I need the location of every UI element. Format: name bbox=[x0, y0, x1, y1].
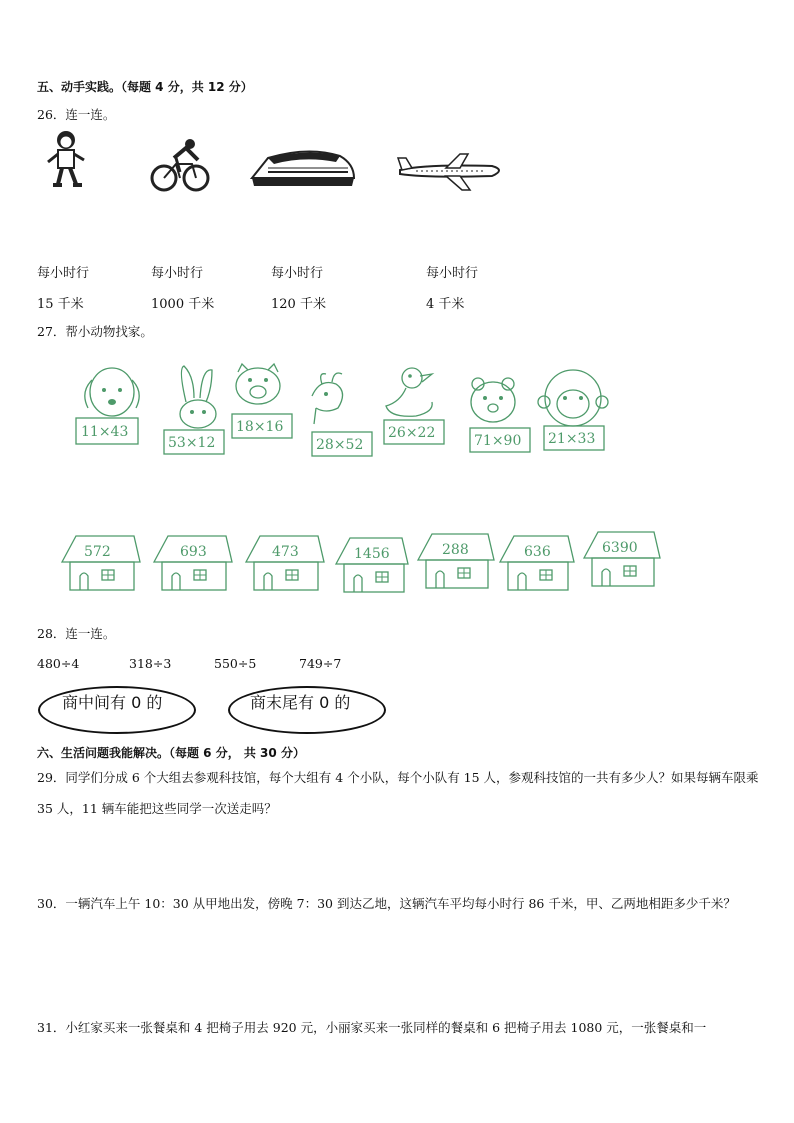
animal-expr: 21×33 bbox=[548, 431, 596, 447]
question-29: 29．同学们分成 6 个大组去参观科技馆，每个大组有 4 个小队，每个小队有 15 人，参观科技馆的一共有多少人？如果每辆车限乘 35 人，11 辆车能把这些同学一次送走吗？ bbox=[37, 770, 759, 816]
dog-icon bbox=[76, 368, 139, 444]
speed-label-4: 每小时行 bbox=[426, 266, 479, 281]
speed-label-2: 每小时行 bbox=[151, 266, 204, 281]
house-icon bbox=[154, 536, 232, 590]
house-icon bbox=[246, 536, 324, 590]
house-number: 6390 bbox=[602, 540, 638, 556]
speed-value-4: 4 千米 bbox=[426, 297, 465, 312]
house-number: 636 bbox=[524, 544, 551, 560]
cyclist-icon bbox=[150, 136, 210, 194]
question-28-prompt: 28．连一连。 bbox=[37, 626, 116, 641]
house-icon bbox=[418, 534, 494, 588]
bear-icon bbox=[470, 378, 530, 452]
animal-expr: 26×22 bbox=[388, 425, 436, 441]
house-row bbox=[58, 528, 668, 598]
expr-2: 318÷3 bbox=[129, 656, 172, 671]
goat-icon bbox=[312, 373, 372, 456]
house-icon bbox=[336, 538, 408, 592]
house-number: 473 bbox=[272, 544, 299, 560]
expr-1: 480÷4 bbox=[37, 656, 80, 671]
girl-walking-icon bbox=[44, 128, 90, 190]
house-number: 693 bbox=[180, 544, 207, 560]
house-icon bbox=[584, 532, 660, 586]
question-31: 31．小红家买来一张餐桌和 4 把椅子用去 920 元，小丽家买来一张同样的餐桌和 6 把椅子用去 1080 元，一张餐桌和一 bbox=[37, 1020, 707, 1035]
section-5-title: 五、动手实践。（每题 4 分，共 12 分） bbox=[37, 80, 253, 94]
house-number: 572 bbox=[84, 544, 111, 560]
monkey-icon bbox=[538, 370, 608, 450]
question-27-prompt: 27．帮小动物找家。 bbox=[37, 324, 153, 339]
animal-expr: 71×90 bbox=[474, 433, 522, 449]
oval-middle-zero-label: 商中间有 0 的 bbox=[62, 693, 163, 712]
speed-label-3: 每小时行 bbox=[271, 266, 324, 281]
speed-value-2: 1000 千米 bbox=[151, 297, 215, 312]
train-icon bbox=[248, 144, 358, 192]
oval-end-zero-label: 商末尾有 0 的 bbox=[250, 693, 351, 712]
speed-value-1: 15 千米 bbox=[37, 297, 84, 312]
rabbit-icon bbox=[164, 366, 224, 454]
expr-4: 749÷7 bbox=[299, 656, 342, 671]
question-30: 30．一辆汽车上午 10：30 从甲地出发，傍晚 7：30 到达乙地，这辆汽车平均每小时行 86 千米，甲、乙两地相距多少千米？ bbox=[37, 896, 736, 911]
section-6-title: 六、生活问题我能解决。（每题 6 分， 共 30 分） bbox=[37, 746, 305, 760]
animal-expr: 53×12 bbox=[168, 435, 216, 451]
animal-expr: 28×52 bbox=[316, 437, 364, 453]
house-number: 288 bbox=[442, 542, 469, 558]
animal-cards bbox=[60, 362, 680, 462]
house-icon bbox=[62, 536, 140, 590]
animal-expr: 18×16 bbox=[236, 419, 284, 435]
house-icon bbox=[500, 536, 574, 590]
speed-value-3: 120 千米 bbox=[271, 297, 326, 312]
house-number: 1456 bbox=[354, 546, 390, 562]
question-26-prompt: 26．连一连。 bbox=[37, 107, 116, 122]
duck-icon bbox=[384, 368, 444, 444]
speed-label-1: 每小时行 bbox=[37, 266, 90, 281]
airplane-icon bbox=[396, 150, 508, 194]
animal-expr: 11×43 bbox=[81, 424, 129, 440]
expr-3: 550÷5 bbox=[214, 656, 257, 671]
pig-icon bbox=[232, 364, 292, 438]
